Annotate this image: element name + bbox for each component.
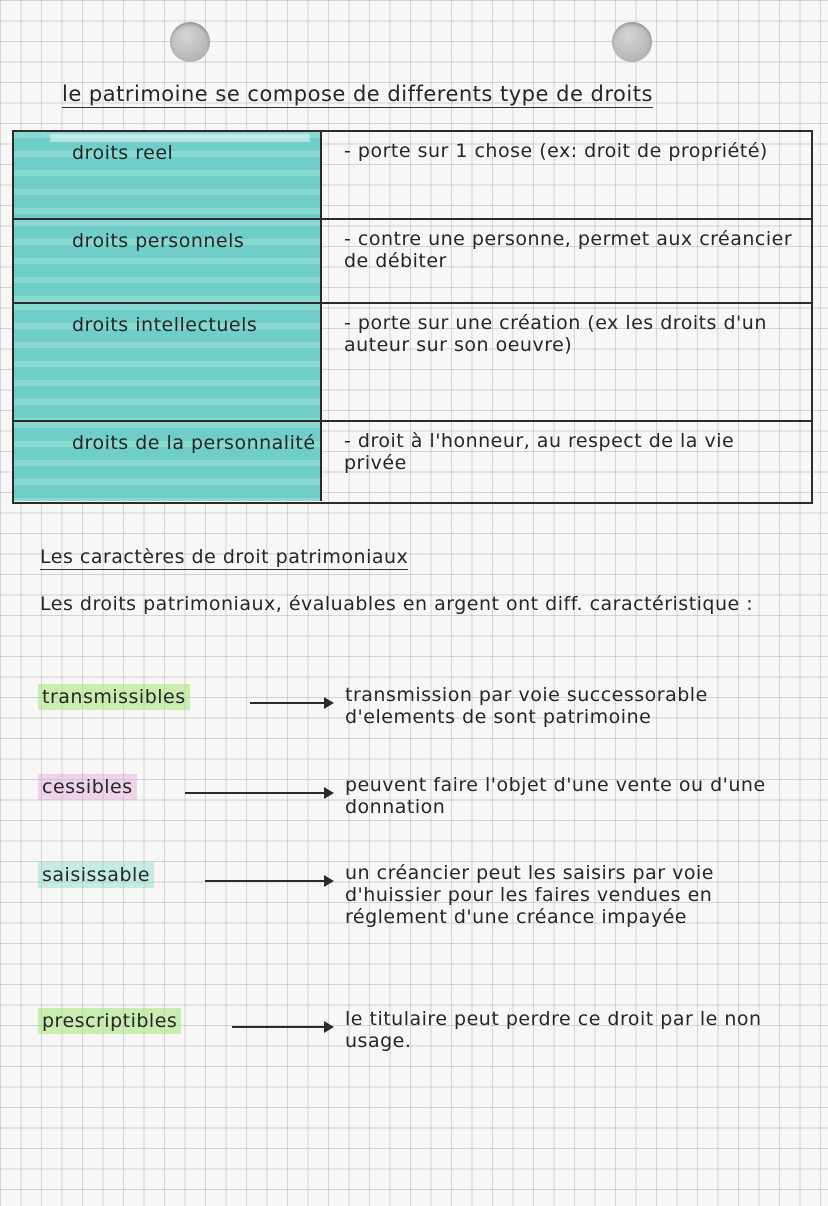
marker-highlight [50, 134, 310, 142]
table-cell-left [14, 220, 322, 302]
right-type-label: droits de la personnalité [72, 432, 316, 454]
characteristic-label: transmissibles [38, 684, 190, 710]
characteristic-description: un créancier peut les saisirs par voie d'huissier pour les faires vendues en réglement d'une créance impayée [345, 862, 714, 928]
characteristic-description: le titulaire peut perdre ce droit par le non usage. [345, 1008, 762, 1052]
arrow-icon [205, 880, 330, 882]
arrow-icon [185, 792, 330, 794]
right-type-description: - porte sur 1 chose (ex: droit de propriété) [344, 140, 768, 162]
rights-table [12, 130, 813, 504]
right-type-label: droits personnels [72, 230, 245, 252]
table-cell-left [14, 132, 322, 218]
right-type-label: droits intellectuels [72, 314, 258, 336]
right-type-description: - droit à l'honneur, au respect de la vie privée [344, 430, 735, 474]
table-row [14, 422, 811, 501]
arrow-icon [250, 702, 330, 704]
binder-hole-left [170, 22, 210, 62]
table-row [14, 220, 811, 304]
arrow-icon [232, 1026, 330, 1028]
right-type-description: - porte sur une création (ex les droits d'un auteur sur son oeuvre) [344, 312, 767, 356]
characteristic-label: prescriptibles [38, 1008, 181, 1034]
table-cell-left [14, 304, 322, 420]
characteristic-label: saisissable [38, 862, 154, 888]
section-title: Les caractères de droit patrimoniaux [40, 546, 409, 568]
section-intro: Les droits patrimoniaux, évaluables en argent ont diff. caractéristique : [40, 593, 754, 615]
right-type-label: droits reel [72, 142, 174, 164]
table-row [14, 132, 811, 220]
characteristic-label: cessibles [38, 774, 137, 800]
page-title: le patrimoine se compose de differents type de droits [62, 82, 653, 106]
right-type-description: - contre une personne, permet aux créancier de débiter [344, 228, 793, 272]
characteristic-description: peuvent faire l'objet d'une vente ou d'une donnation [345, 774, 766, 818]
characteristic-description: transmission par voie successorable d'elements de sont patrimoine [345, 684, 708, 728]
table-cell-left [14, 422, 322, 501]
table-row [14, 304, 811, 422]
binder-hole-right [612, 22, 652, 62]
